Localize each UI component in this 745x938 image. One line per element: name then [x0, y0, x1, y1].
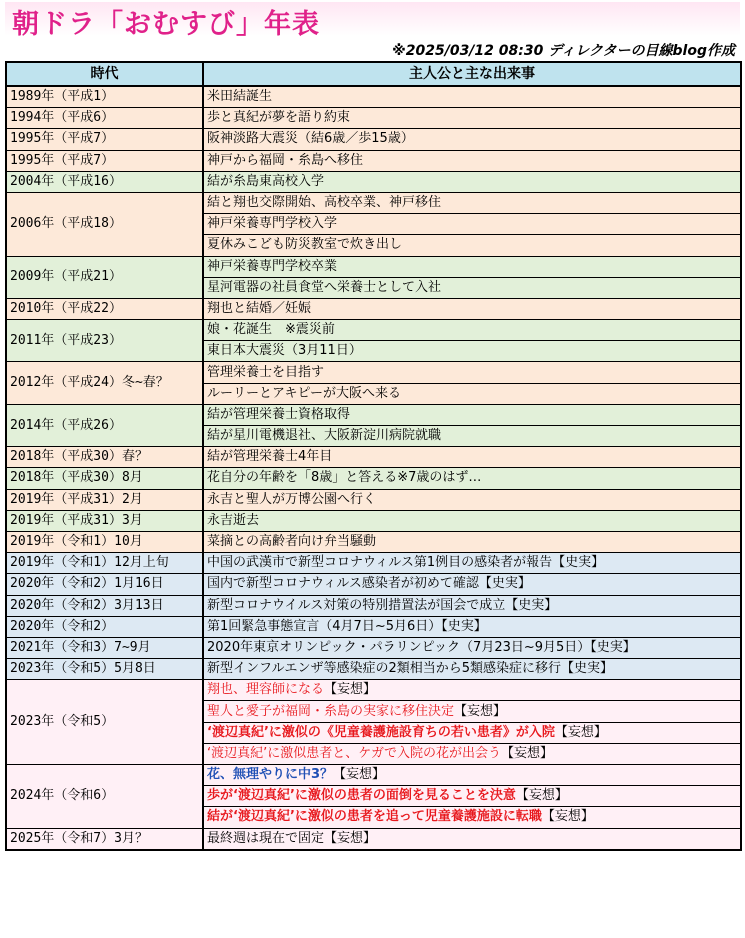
era-cell: 1995年（平成7）	[6, 150, 203, 171]
event-cell	[203, 192, 741, 213]
table-row	[6, 531, 741, 552]
era-cell: 2014年（平成26）	[6, 404, 203, 446]
timeline-table	[5, 61, 742, 851]
table-row	[6, 362, 741, 383]
era-cell: 2019年（令和1）12月上旬	[6, 553, 203, 574]
table-row	[6, 765, 741, 786]
table-row	[6, 828, 741, 850]
event-cell	[203, 743, 741, 764]
era-cell: 2018年（平成30）春？	[6, 447, 203, 468]
table-row	[6, 595, 741, 616]
event-text: 結が星川電機退社、大阪新淀川病院就職	[207, 428, 442, 444]
era-cell: 2012年（平成24）冬~春？	[6, 362, 203, 404]
table-row	[6, 659, 741, 680]
event-text: 神戸栄養専門学校入学	[207, 216, 338, 232]
event-cell	[203, 637, 741, 658]
event-text: 娘・花誕生 ※震災前	[207, 322, 335, 338]
event-text: 菜摘との高齢者向け弁当騒動	[207, 534, 377, 550]
event-cell	[203, 320, 741, 341]
era-cell: 2019年（平成31）3月	[6, 510, 203, 531]
event-text: 阪神淡路大震災（結6歳／歩15歳）	[207, 131, 414, 147]
event-text: 結が管理栄養士資格取得	[207, 406, 351, 422]
event-cell	[203, 150, 741, 171]
era-cell: 1989年（平成1）	[6, 86, 203, 108]
event-cell	[203, 277, 741, 298]
event-text: 花、無理やりに中3？	[207, 767, 334, 783]
event-text: 永吉逝去	[207, 512, 260, 528]
event-text: 新型インフルエンザ等感染症の2類相当から5類感染症に移行【史実】	[207, 661, 614, 677]
event-cell	[203, 86, 741, 108]
table-row	[6, 468, 741, 489]
event-text: 中国の武漢市で新型コロナウィルス第1例目の感染者が報告【史実】	[207, 555, 605, 571]
event-text: 第1回緊急事態宣言（4月7日~5月6日）【史実】	[207, 618, 487, 634]
table-row	[6, 553, 741, 574]
era-cell: 2018年（平成30）8月	[6, 468, 203, 489]
event-cell	[203, 171, 741, 192]
page-title: 朝ドラ「おむすび」年表	[12, 9, 320, 40]
event-cell	[203, 659, 741, 680]
table-row	[6, 404, 741, 425]
era-cell: 2020年（令和2）1月16日	[6, 574, 203, 595]
era-cell: 2011年（平成23）	[6, 320, 203, 362]
era-cell: 2010年（平成22）	[6, 298, 203, 319]
event-text: 結が糸島東高校入学	[207, 173, 325, 189]
event-text: ルーリーとアキピーが大阪へ来る	[207, 385, 401, 401]
event-cell	[203, 531, 741, 552]
event-cell	[203, 722, 741, 743]
event-cell	[203, 807, 741, 828]
table-row	[6, 447, 741, 468]
table-row	[6, 510, 741, 531]
table-row	[6, 108, 741, 129]
era-cell: 2019年（平成31）2月	[6, 489, 203, 510]
event-text: 結が管理栄養士4年目	[207, 449, 333, 465]
event-cell	[203, 447, 741, 468]
event-tag: 【妄想】	[501, 745, 554, 761]
event-text: 翔也と結婚／妊娠	[207, 300, 312, 316]
event-cell	[203, 383, 741, 404]
table-row	[6, 129, 741, 150]
event-text: 夏休みこども防災教室で炊き出し	[207, 237, 403, 253]
era-cell: 2004年（平成16）	[6, 171, 203, 192]
event-cell	[203, 553, 741, 574]
event-cell	[203, 129, 741, 150]
event-text: 歩が‘渡辺真紀’に激似の患者の面倒を見ることを決意	[207, 788, 516, 804]
event-text: 神戸栄養専門学校卒業	[207, 258, 338, 274]
column-header-events: 主人公と主な出来事	[203, 62, 741, 86]
table-row	[6, 489, 741, 510]
era-cell: 2019年（令和1）10月	[6, 531, 203, 552]
table-header-row	[6, 62, 741, 86]
event-text: 永吉と聖人が万博公園へ行く	[207, 491, 377, 507]
event-text: 最終週は現在で固定【妄想】	[207, 830, 377, 846]
table-row	[6, 150, 741, 171]
event-text: 管理栄養士を目指す	[207, 364, 325, 380]
event-tag: 【妄想】	[515, 788, 568, 804]
event-tag: 【妄想】	[324, 682, 377, 698]
column-header-era: 時代	[6, 62, 203, 86]
era-cell: 2025年（令和7）3月？	[6, 828, 203, 850]
event-cell	[203, 701, 741, 722]
event-text: ‘渡辺真紀’に激似の《児童養護施設育ちの若い患者》が入院	[207, 724, 555, 740]
table-row	[6, 298, 741, 319]
event-tag: 【妄想】	[333, 767, 386, 783]
event-text: 新型コロナウイルス対策の特別措置法が国会で成立【史実】	[207, 597, 558, 613]
timeline-body	[6, 86, 741, 850]
page-subtitle: ※2025/03/12 08:30 ディレクターの目線blog作成	[392, 43, 735, 59]
event-cell	[203, 595, 741, 616]
era-cell: 1994年（平成6）	[6, 108, 203, 129]
event-text: 歩と真紀が夢を語り約束	[207, 110, 351, 126]
event-cell	[203, 108, 741, 129]
table-row	[6, 171, 741, 192]
event-cell	[203, 680, 741, 701]
event-cell	[203, 235, 741, 256]
event-cell	[203, 786, 741, 807]
table-row	[6, 616, 741, 637]
era-cell: 2020年（令和2）	[6, 616, 203, 637]
table-row	[6, 574, 741, 595]
table-row	[6, 86, 741, 108]
event-cell	[203, 298, 741, 319]
event-cell	[203, 362, 741, 383]
table-row	[6, 680, 741, 701]
event-text: ‘渡辺真紀’に激似患者と、ケガで入院の花が出会う	[207, 745, 502, 761]
event-text: 花自分の年齢を「8歳」と答える※7歳のはず…	[207, 470, 482, 486]
era-cell: 2020年（令和2）3月13日	[6, 595, 203, 616]
event-cell	[203, 616, 741, 637]
table-row	[6, 320, 741, 341]
event-cell	[203, 574, 741, 595]
era-cell: 2024年（令和6）	[6, 765, 203, 829]
event-text: 米田結誕生	[207, 89, 273, 105]
event-text: 東日本大震災（3月11日）	[207, 343, 362, 359]
event-text: 結が‘渡辺真紀’に激似の患者を追って児童養護施設に転職	[207, 809, 542, 825]
era-cell: 2006年（平成18）	[6, 192, 203, 256]
event-tag: 【妄想】	[554, 724, 607, 740]
table-row	[6, 192, 741, 213]
event-text: 結と翔也交際開始、高校卒業、神戸移住	[207, 195, 442, 211]
event-text: 2020年東京オリンピック・パラリンピック（7月23日~9月5日）【史実】	[207, 639, 636, 655]
event-cell	[203, 404, 741, 425]
table-row	[6, 637, 741, 658]
event-tag: 【妄想】	[541, 809, 594, 825]
event-cell	[203, 765, 741, 786]
event-cell	[203, 468, 741, 489]
event-text: 国内で新型コロナウィルス感染者が初めて確認【史実】	[207, 576, 531, 592]
event-tag: 【妄想】	[454, 703, 507, 719]
era-cell: 2023年（令和5）	[6, 680, 203, 765]
event-text: 星河電器の社員食堂へ栄養士として入社	[207, 279, 442, 295]
era-cell: 2023年（令和5）5月8日	[6, 659, 203, 680]
event-cell	[203, 426, 741, 447]
era-cell: 1995年（平成7）	[6, 129, 203, 150]
event-cell	[203, 828, 741, 850]
event-text: 聖人と愛子が福岡・糸島の実家に移住決定	[207, 703, 455, 719]
event-text: 翔也、理容師になる	[207, 682, 325, 698]
event-cell	[203, 341, 741, 362]
table-row	[6, 256, 741, 277]
event-cell	[203, 489, 741, 510]
era-cell: 2021年（令和3）7~9月	[6, 637, 203, 658]
era-cell: 2009年（平成21）	[6, 256, 203, 298]
event-cell	[203, 510, 741, 531]
event-cell	[203, 214, 741, 235]
event-cell	[203, 256, 741, 277]
event-text: 神戸から福岡・糸島へ移住	[207, 152, 364, 168]
